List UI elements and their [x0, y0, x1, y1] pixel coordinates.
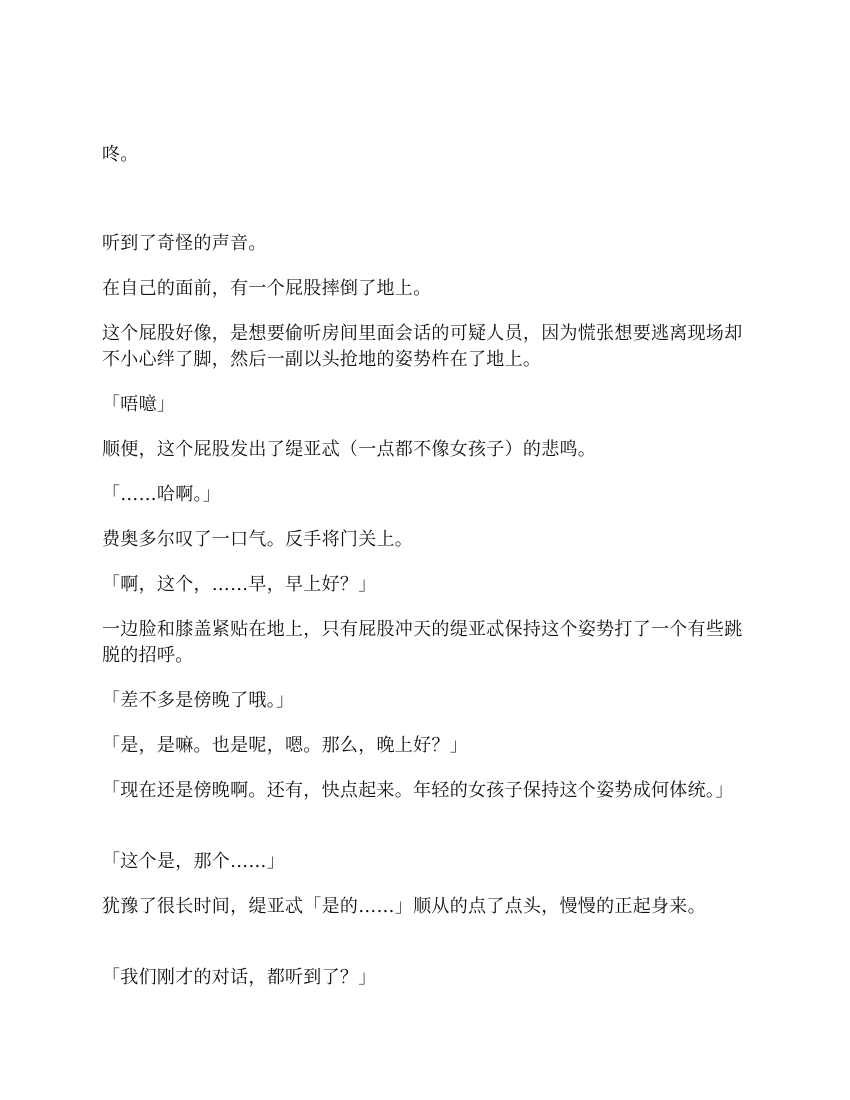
paragraph-dialogue-5: 「是，是嘛。也是呢，嗯。那么，晚上好？」: [102, 735, 468, 756]
paragraph-scream: 顺便，这个屁股发出了缇亚忒（一点都不像女孩子）的悲鸣。: [102, 439, 597, 460]
paragraph-dialogue-7: 「这个是，那个……」: [102, 851, 285, 872]
paragraph-sigh: 费奥多尔叹了一口气。反手将门关上。: [102, 529, 414, 550]
paragraph-dialogue-8: 「我们刚才的对话，都听到了？」: [102, 967, 377, 988]
document-page: [102, 0, 752, 1100]
paragraph-dialogue-3: 「啊，这个，……早，早上好？」: [102, 574, 377, 595]
paragraph-dialogue-2: 「……哈啊。」: [102, 484, 222, 505]
paragraph-greeting: 一边脸和膝盖紧贴在地上，只有屁股冲天的缇亚忒保持这个姿势打了一个有些跳脱的招呼。: [102, 619, 743, 666]
paragraph-nod: 犹豫了很长时间，缇亚忒「是的……」顺从的点了点头，慢慢的正起身来。: [102, 896, 706, 917]
paragraph-eavesdropper: 这个屁股好像，是想要偷听房间里面会话的可疑人员，因为慌张想要逃离现场却不小心绊了脚，然后一副以头抢地的姿势杵在了地上。: [102, 323, 743, 370]
paragraph-fell-down: 在自己的面前，有一个屁股摔倒了地上。: [102, 278, 432, 299]
paragraph-dialogue-6: 「现在还是傍晚啊。还有，快点起来。年轻的女孩子保持这个姿势成何体统。」: [102, 780, 734, 801]
paragraph-sound: 咚。: [102, 144, 139, 165]
paragraph-dialogue-1: 「唔噫」: [102, 394, 176, 415]
paragraph-dialogue-4: 「差不多是傍晚了哦。」: [102, 690, 295, 711]
paragraph-heard-strange-sound: 听到了奇怪的声音。: [102, 233, 267, 254]
